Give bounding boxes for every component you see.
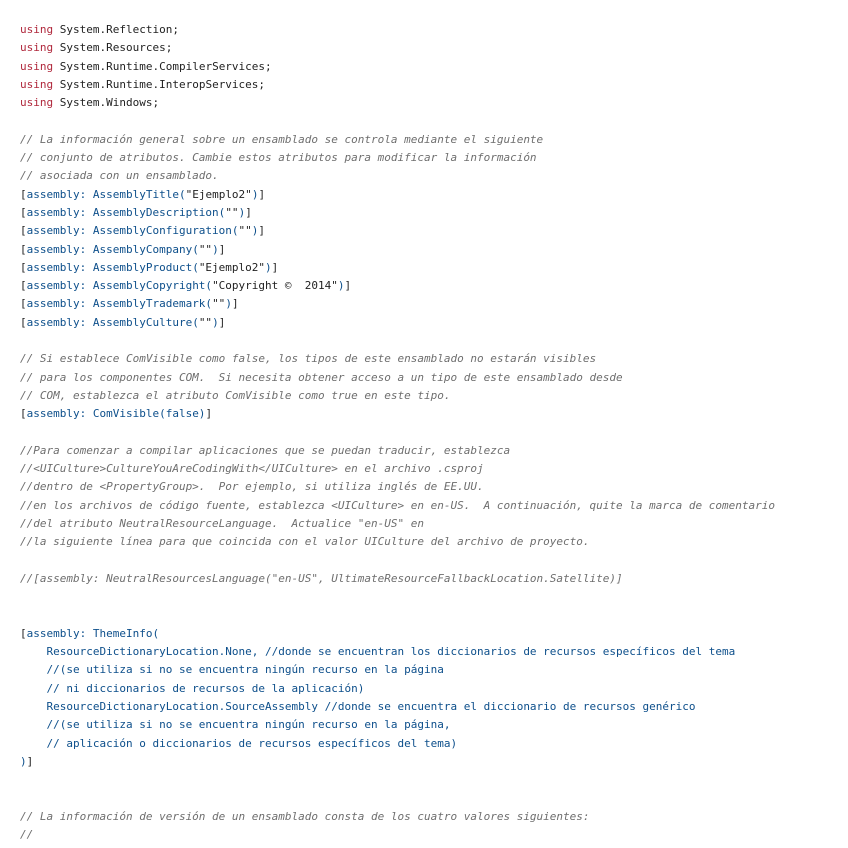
- plain-text-token: [: [20, 279, 27, 293]
- attribute-token: assembly: AssemblyDescription(: [26, 205, 226, 219]
- code-line: [20, 735, 840, 753]
- plain-text-token: "": [198, 242, 213, 256]
- code-line: [20, 387, 840, 405]
- comment-token: // conjunto de atributos. Cambie estos atributos para modificar la información: [20, 151, 537, 165]
- code-line: [20, 350, 840, 368]
- plain-text-token: [: [20, 260, 27, 274]
- comment-token: //Para comenzar a compilar aplicaciones que se puedan traducir, establezca: [20, 443, 511, 457]
- code-line: [20, 698, 840, 716]
- code-line: [20, 515, 840, 533]
- code-line: [20, 76, 840, 94]
- attribute-token: ): [238, 205, 246, 219]
- code-editor[interactable]: [20, 21, 840, 844]
- comment-token: // La información de versión de un ensamblado consta de los cuatro valores siguientes:: [20, 809, 590, 823]
- code-line: [20, 570, 840, 588]
- plain-text-token: ]: [258, 224, 266, 238]
- code-line: [20, 259, 840, 277]
- code-line: [20, 222, 840, 240]
- attribute-token: ResourceDictionaryLocation.SourceAssembly //donde se encuentra el diccionario de recursos genérico: [20, 699, 696, 713]
- plain-text-token: "Ejemplo2": [198, 260, 266, 274]
- code-line: [20, 94, 840, 112]
- plain-text-token: [: [20, 242, 27, 256]
- keyword-token: using: [20, 59, 54, 73]
- attribute-token: assembly: AssemblyCopyright(: [26, 279, 213, 293]
- code-line: [20, 314, 840, 332]
- code-line: [20, 533, 840, 551]
- code-line: [20, 607, 840, 625]
- comment-token: // para los componentes COM. Si necesita obtener acceso a un tipo de este ensamblado desde: [20, 370, 623, 384]
- code-line: [20, 241, 840, 259]
- comment-token: //dentro de <PropertyGroup>. Por ejemplo, si utiliza inglés de EE.UU.: [20, 480, 484, 494]
- attribute-token: //(se utiliza si no se encuentra ningún recurso en la página: [20, 663, 444, 677]
- plain-text-token: ]: [205, 407, 213, 421]
- code-line: [20, 149, 840, 167]
- comment-token: //del atributo NeutralResourceLanguage. Actualice "en-US" en: [20, 517, 424, 531]
- plain-text-token: System.Runtime.CompilerServices;: [53, 59, 272, 73]
- code-line: [20, 39, 840, 57]
- attribute-token: // ni diccionarios de recursos de la aplicación): [20, 681, 365, 695]
- code-line: [20, 295, 840, 313]
- attribute-token: ): [212, 315, 219, 329]
- comment-token: //: [20, 828, 34, 842]
- code-line: [20, 58, 840, 76]
- code-line: [20, 332, 840, 350]
- keyword-token: using: [20, 41, 54, 55]
- attribute-token: ): [337, 279, 345, 293]
- attribute-token: assembly: AssemblyTitle(: [26, 187, 186, 201]
- plain-text-token: ]: [26, 754, 34, 768]
- attribute-token: assembly: ThemeInfo(: [26, 626, 160, 640]
- comment-token: //<UICulture>CultureYouAreCodingWith</UICulture> en el archivo .csproj: [20, 462, 484, 476]
- code-line: [20, 753, 840, 771]
- comment-token: // COM, establezca el atributo ComVisible como true en este tipo.: [20, 388, 451, 402]
- plain-text-token: "": [225, 205, 239, 219]
- attribute-token: ResourceDictionaryLocation.None, //donde se encuentran los diccionarios de recursos específicos del tema: [20, 645, 736, 659]
- code-line: [20, 131, 840, 149]
- code-line: [20, 716, 840, 734]
- plain-text-token: [: [20, 224, 27, 238]
- code-line: [20, 369, 840, 387]
- attribute-token: assembly: ComVisible(false): [26, 407, 206, 421]
- code-line: [20, 643, 840, 661]
- plain-text-token: "": [212, 297, 226, 311]
- code-line: [20, 552, 840, 570]
- code-line: [20, 680, 840, 698]
- code-line: [20, 424, 840, 442]
- plain-text-token: ]: [258, 187, 266, 201]
- code-line: [20, 588, 840, 606]
- code-line: [20, 442, 840, 460]
- attribute-token: assembly: AssemblyCulture(: [26, 315, 199, 329]
- attribute-token: ): [225, 297, 232, 311]
- code-line: [20, 497, 840, 515]
- plain-text-token: ]: [218, 242, 226, 256]
- plain-text-token: System.Resources;: [53, 41, 173, 55]
- plain-text-token: "": [198, 315, 213, 329]
- code-line: [20, 405, 840, 423]
- attribute-token: //(se utiliza si no se encuentra ningún recurso en la página,: [20, 718, 451, 732]
- attribute-token: assembly: AssemblyCompany(: [26, 242, 199, 256]
- comment-token: // asociada con un ensamblado.: [20, 169, 219, 183]
- plain-text-token: "Ejemplo2": [185, 187, 252, 201]
- code-line: [20, 277, 840, 295]
- attribute-token: assembly: AssemblyProduct(: [26, 260, 199, 274]
- plain-text-token: [: [20, 205, 27, 219]
- comment-token: //en los archivos de código fuente, establezca <UICulture> en en-US. A continuación, quite la marca de comentario: [20, 498, 775, 512]
- plain-text-token: "Copyright © 2014": [212, 279, 338, 293]
- plain-text-token: System.Runtime.InteropServices;: [53, 77, 266, 91]
- plain-text-token: ]: [218, 315, 226, 329]
- comment-token: // Si establece ComVisible como false, los tipos de este ensamblado no estarán visibles: [20, 352, 597, 366]
- keyword-token: using: [20, 96, 54, 110]
- plain-text-token: System.Windows;: [53, 96, 160, 110]
- code-line: [20, 771, 840, 789]
- attribute-token: ): [251, 187, 259, 201]
- plain-text-token: [: [20, 407, 27, 421]
- plain-text-token: [: [20, 297, 27, 311]
- attribute-token: ): [212, 242, 219, 256]
- code-line: [20, 808, 840, 826]
- keyword-token: using: [20, 23, 54, 36]
- plain-text-token: "": [238, 224, 252, 238]
- code-line: [20, 826, 840, 844]
- plain-text-token: [: [20, 626, 27, 640]
- attribute-token: assembly: AssemblyConfiguration(: [26, 224, 239, 238]
- comment-token: // La información general sobre un ensamblado se controla mediante el siguiente: [20, 132, 544, 146]
- code-line: [20, 21, 840, 39]
- plain-text-token: ]: [245, 205, 252, 219]
- attribute-token: ): [20, 754, 27, 768]
- attribute-token: ): [265, 260, 272, 274]
- code-line: [20, 186, 840, 204]
- plain-text-token: ]: [231, 297, 239, 311]
- code-line: [20, 625, 840, 643]
- plain-text-token: [: [20, 315, 27, 329]
- code-line: [20, 789, 840, 807]
- plain-text-token: [: [20, 187, 27, 201]
- plain-text-token: ]: [271, 260, 279, 274]
- comment-token: //[assembly: NeutralResourcesLanguage("en-US", UltimateResourceFallbackLocation.Satellite)]: [20, 571, 623, 585]
- code-line: [20, 661, 840, 679]
- code-line: [20, 478, 840, 496]
- code-line: [20, 460, 840, 478]
- plain-text-token: System.Reflection;: [53, 23, 179, 36]
- code-line: [20, 167, 840, 185]
- code-line: [20, 112, 840, 130]
- plain-text-token: ]: [344, 279, 352, 293]
- attribute-token: ): [251, 224, 259, 238]
- code-line: [20, 204, 840, 222]
- comment-token: //la siguiente línea para que coincida con el valor UICulture del archivo de proyecto.: [20, 535, 590, 549]
- attribute-token: assembly: AssemblyTrademark(: [26, 297, 213, 311]
- attribute-token: // aplicación o diccionarios de recursos específicos del tema): [20, 736, 458, 750]
- keyword-token: using: [20, 77, 54, 91]
